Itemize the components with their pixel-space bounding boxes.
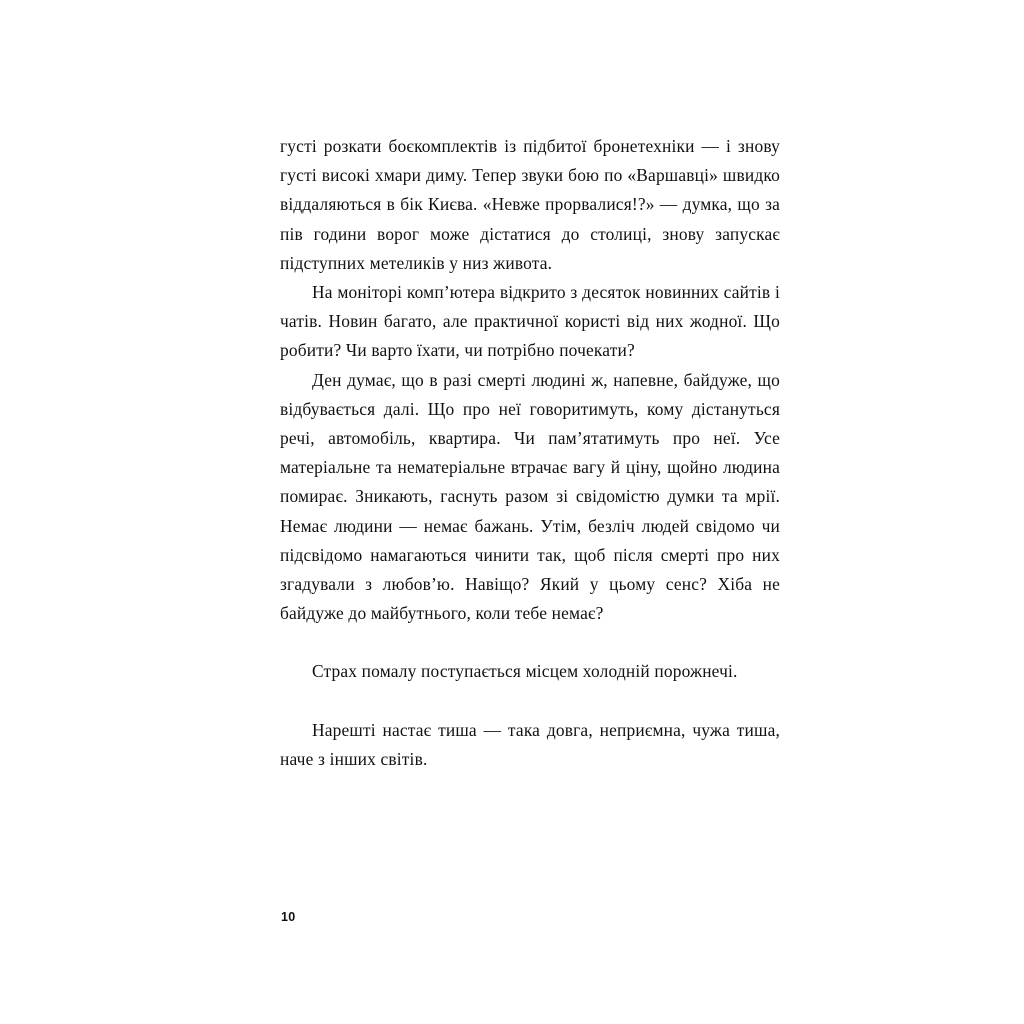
- paragraph-break-2: [280, 687, 780, 716]
- paragraph-2: На моніторі комп’ютера відкрито з десяток новинних сайтів і чатів. Новин багато, але практичної користі від них жодної. Що робити? Чи варто їхати, чи потрібно почекати?: [280, 282, 780, 361]
- body-text-column: [280, 132, 780, 774]
- paragraph-3: Ден думає, що в разі смерті людині ж, напевне, байдуже, що відбувається далі. Що про неї говоритимуть, кому дістануться речі, автомобіль, квартира. Чи пам’ятатимуть про неї. Усе матеріальне та нематеріальне втрачає вагу й ціну, щойно людина помирає. Зникають, гаснуть разом зі свідомістю думки та мрії. Немає людини — немає бажань. Утім, безліч людей свідомо чи підсвідомо намагаються чинити так, щоб після смерті про них згадували з любов’ю. Навіщо? Який у цьому сенс? Хіба не байдуже до майбутнього, коли тебе немає?: [280, 369, 780, 624]
- paragraph-5: Нарешті настає тиша — така довга, неприємна, чужа тиша, наче з інших світів.: [280, 719, 780, 769]
- paragraph-1: густі розкати боєкомплектів із підбитої бронетехніки — і знову густі високі хмари диму. Тепер звуки бою по «Варшавці» швидко віддаляються в бік Києва. «Невже прорвалися!?» — думка, що за пів години ворог може дістатися до столиці, знову запускає підступних метеликів у низ живота.: [280, 136, 780, 273]
- paragraph-4: Страх помалу поступається місцем холодній порожнечі.: [312, 661, 738, 682]
- paragraph-break-1: [280, 628, 780, 657]
- page-number: 10: [281, 910, 296, 924]
